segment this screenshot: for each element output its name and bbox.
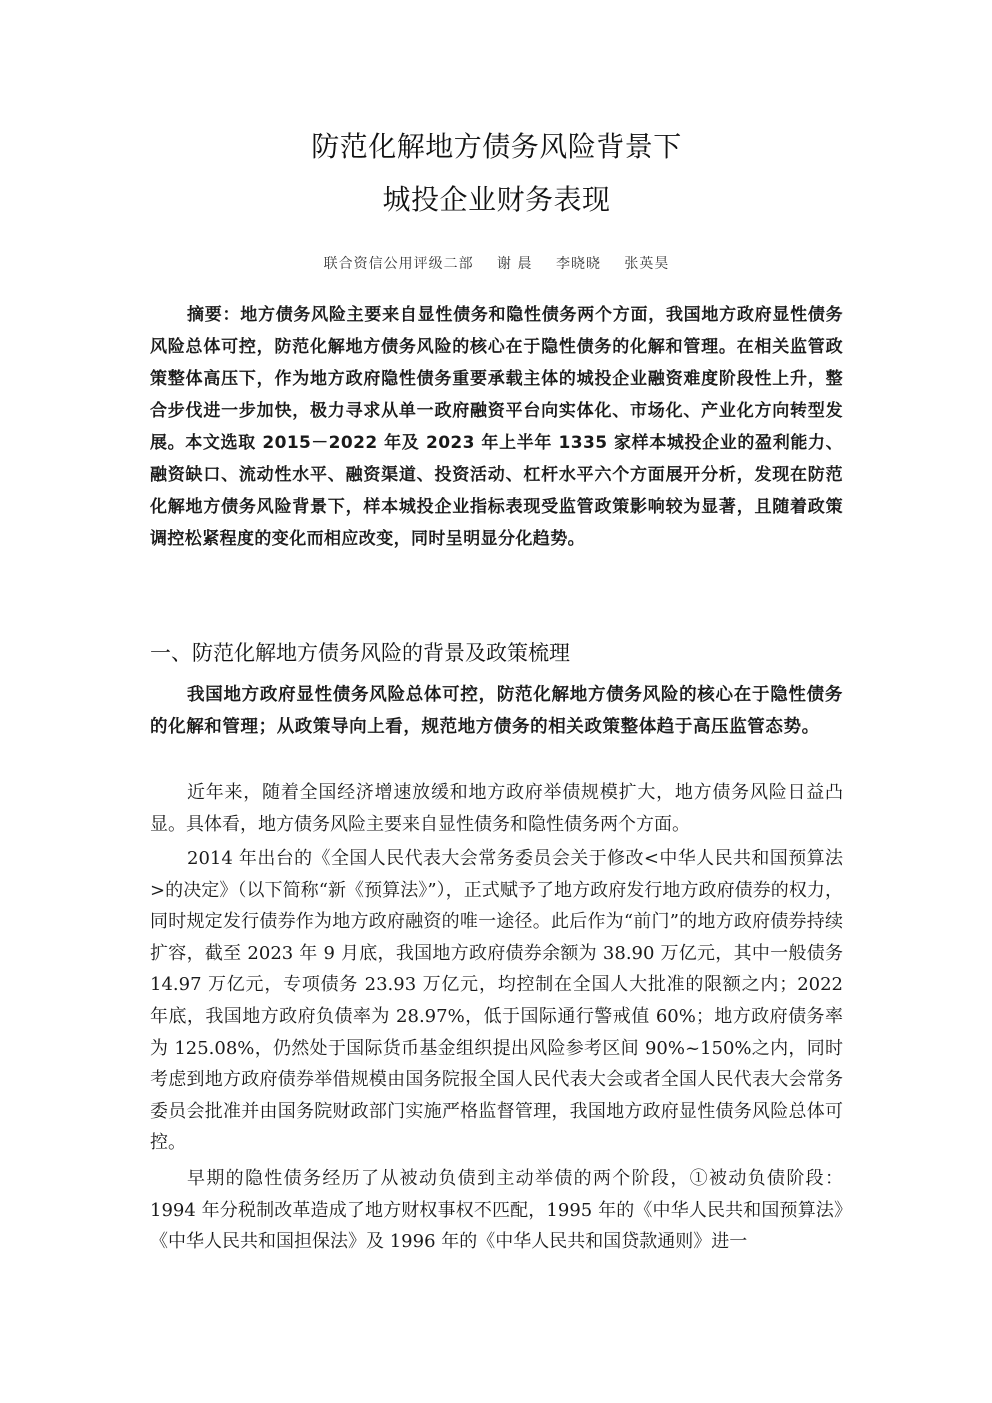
document-title-line-1: 防范化解地方债务风险背景下 <box>311 130 682 163</box>
document-page <box>150 0 843 1403</box>
author-name: 张英昊 <box>624 256 670 272</box>
author-line <box>150 255 843 273</box>
abstract-text: 地方债务风险主要来自显性债务和隐性债务两个方面，我国地方政府显性债务风险总体可控，防范化解地方债务风险的核心在于隐性债务的化解和管理。在相关监管政策整体高压下，作为地方政府隐性债务重要承载主体的城投企业融资难度阶段性上升，整合步伐进一步加快，极力寻求从单一政府融资平台向实体化、市场化、产业化方向转型发展。本文选取 2015－2022 年及 2023 年上半年 1335 家样本城投企业的盈利能力、融资缺口、流动性水平、融资渠道、投资活动、杠杆水平六个方面展开分析，发现在防范化解地方债务风险背景下，样本城投企业指标表现受监管政策影响较为显著，且随着政策调控松紧程度的变化而相应改变，同时呈明显分化趋势。 <box>150 305 843 549</box>
section-lead-paragraph: 我国地方政府显性债务风险总体可控，防范化解地方债务风险的核心在于隐性债务的化解和管理；从政策导向上看，规范地方债务的相关政策整体趋于高压监管态势。 <box>150 685 843 737</box>
author-department: 联合资信公用评级二部 <box>323 256 474 272</box>
body-paragraph-2: 2014 年出台的《全国人民代表大会常务委员会关于修改<中华人民共和国预算法>的决定》（以下简称“新《预算法》”），正式赋予了地方政府发行地方政府债券的权力，同时规定发行债券作为地方政府融资的唯一途径。此后作为“前门”的地方政府债券持续扩容，截至 2023 年 9 月底，我国地方政府债券余额为 38.90 万亿元，其中一般债务 14.97 万亿元，专项债务 23.93 万亿元，均控制在全国人大批准的限额之内；2022 年底，我国地方政府负债率为 28.97%，低于国际通行警戒值 60%；地方政府债务率为 125.08%，仍然处于国际货币基金组织提出风险参考区间 90%~150%之内，同时考虑到地方政府债券举借规模由国务院报全国人民代表大会或者全国人民代表大会常务委员会批准并由国务院财政部门实施严格监督管理，我国地方政府显性债务风险总体可控。 <box>150 848 843 1154</box>
abstract <box>150 299 843 555</box>
document-title-line-2: 城投企业财务表现 <box>382 183 611 216</box>
section-heading: 一、防范化解地方债务风险的背景及政策梳理 <box>150 641 570 665</box>
abstract-label: 摘要： <box>187 305 241 325</box>
author-name: 李晓晓 <box>555 256 601 272</box>
body-paragraph-3: 早期的隐性债务经历了从被动负债到主动举债的两个阶段，①被动负债阶段：1994 年分税制改革造成了地方财权事权不匹配，1995 年的《中华人民共和国预算法》《中华人民共和国担保法》及 1996 年的《中华人民共和国贷款通则》进一 <box>150 1168 843 1253</box>
author-name: 谢 晨 <box>497 256 533 272</box>
body-paragraph-1: 近年来，随着全国经济增速放缓和地方政府举债规模扩大，地方债务风险日益凸显。具体看，地方债务风险主要来自显性债务和隐性债务两个方面。 <box>150 782 843 835</box>
